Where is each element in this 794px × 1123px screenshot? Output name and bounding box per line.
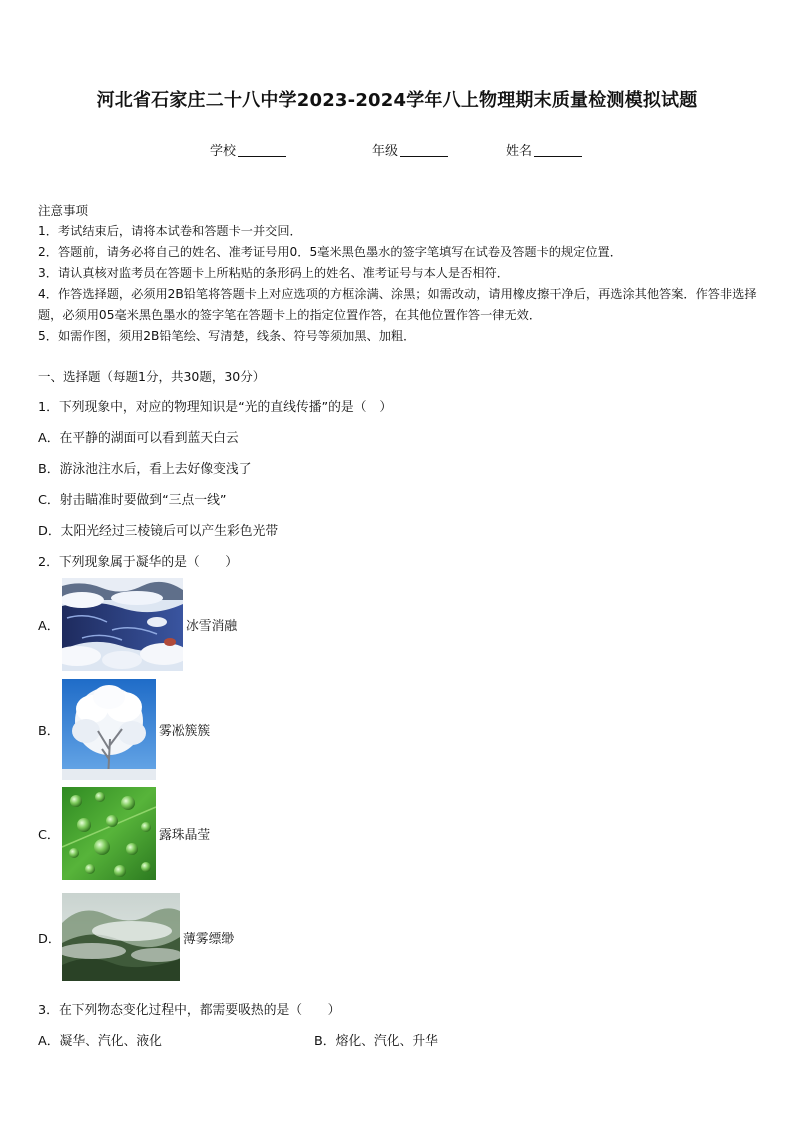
student-info-fields [0, 140, 794, 160]
q3-option-a[interactable]: A．凝华、汽化、液化 [38, 1034, 162, 1049]
q2-option-a[interactable] [38, 578, 237, 671]
section-heading: 一、选择题（每题1分，共30题，30分） [38, 369, 266, 384]
note-item: 5．如需作图，须用2B铅笔绘、写清楚，线条、符号等须加黑、加粗． [38, 329, 416, 343]
note-item: 2．答题前，请务必将自己的姓名、准考证号用0．5毫米黑色墨水的签字笔填写在试卷及答题卡的规定位置． [38, 245, 622, 259]
q1-option-b[interactable]: B．游泳池注水后，看上去好像变浅了 [38, 462, 252, 477]
note-item: 1．考试结束后，请将本试卷和答题卡一并交回． [38, 224, 302, 238]
dew-drops-leaf-photo-icon [62, 787, 156, 880]
melting-snow-river-photo-icon [62, 578, 183, 671]
option-letter: C． [38, 828, 60, 843]
option-label: 冰雪消融 [186, 619, 238, 634]
option-letter: D． [38, 931, 61, 947]
q1-option-c[interactable]: C．射击瞄准时要做到“三点一线” [38, 493, 227, 508]
name-field [506, 140, 582, 159]
question-2-stem: 2．下列现象属于凝华的是（ ） [38, 555, 239, 570]
option-letter: B． [38, 724, 60, 739]
option-label: 雾凇簇簇 [159, 724, 211, 739]
note-item: 3．请认真核对监考员在答题卡上所粘贴的条形码上的姓名、准考证号与本人是否相符． [38, 266, 509, 280]
option-label: 露珠晶莹 [159, 828, 211, 843]
q2-option-b[interactable] [38, 679, 210, 780]
q2-option-c[interactable] [38, 787, 210, 880]
rime-frost-tree-photo-icon [62, 679, 156, 780]
school-field [210, 140, 286, 159]
notes-heading: 注意事项 [38, 203, 89, 218]
grade-label: 年级 [372, 144, 399, 159]
grade-blank[interactable] [400, 143, 448, 157]
q1-option-d[interactable]: D．太阳光经过三棱镜后可以产生彩色光带 [38, 524, 279, 539]
option-letter: A． [38, 619, 60, 634]
question-1-stem: 1．下列现象中，对应的物理知识是“光的直线传播”的是（ ） [38, 400, 393, 415]
question-3-stem: 3．在下列物态变化过程中，都需要吸热的是（ ） [38, 1003, 341, 1018]
name-label: 姓名 [506, 144, 533, 159]
option-label: 薄雾缥缈 [183, 931, 235, 947]
q3-option-b[interactable]: B．熔化、汽化、升华 [314, 1034, 438, 1049]
school-label: 学校 [210, 144, 237, 159]
exam-title: 河北省石家庄二十八中学2023-2024学年八上物理期末质量检测模拟试题 [96, 90, 698, 111]
q1-option-a[interactable]: A．在平静的湖面可以看到蓝天白云 [38, 431, 239, 446]
q2-option-d[interactable] [38, 893, 234, 981]
notes-block [38, 200, 762, 347]
name-blank[interactable] [534, 143, 582, 157]
misty-forest-photo-icon [62, 893, 180, 981]
note-item: 4．作答选择题，必须用2B铅笔将答题卡上对应选项的方框涂满、涂黑；如需改动，请用橡皮擦干净后，再选涂其他答案．作答非选择题，必须用05毫米黑色墨水的签字笔在答题卡上的指定位置作答，在其他位置作答一律无效． [38, 287, 757, 322]
grade-field [372, 140, 448, 159]
school-blank[interactable] [238, 143, 286, 157]
